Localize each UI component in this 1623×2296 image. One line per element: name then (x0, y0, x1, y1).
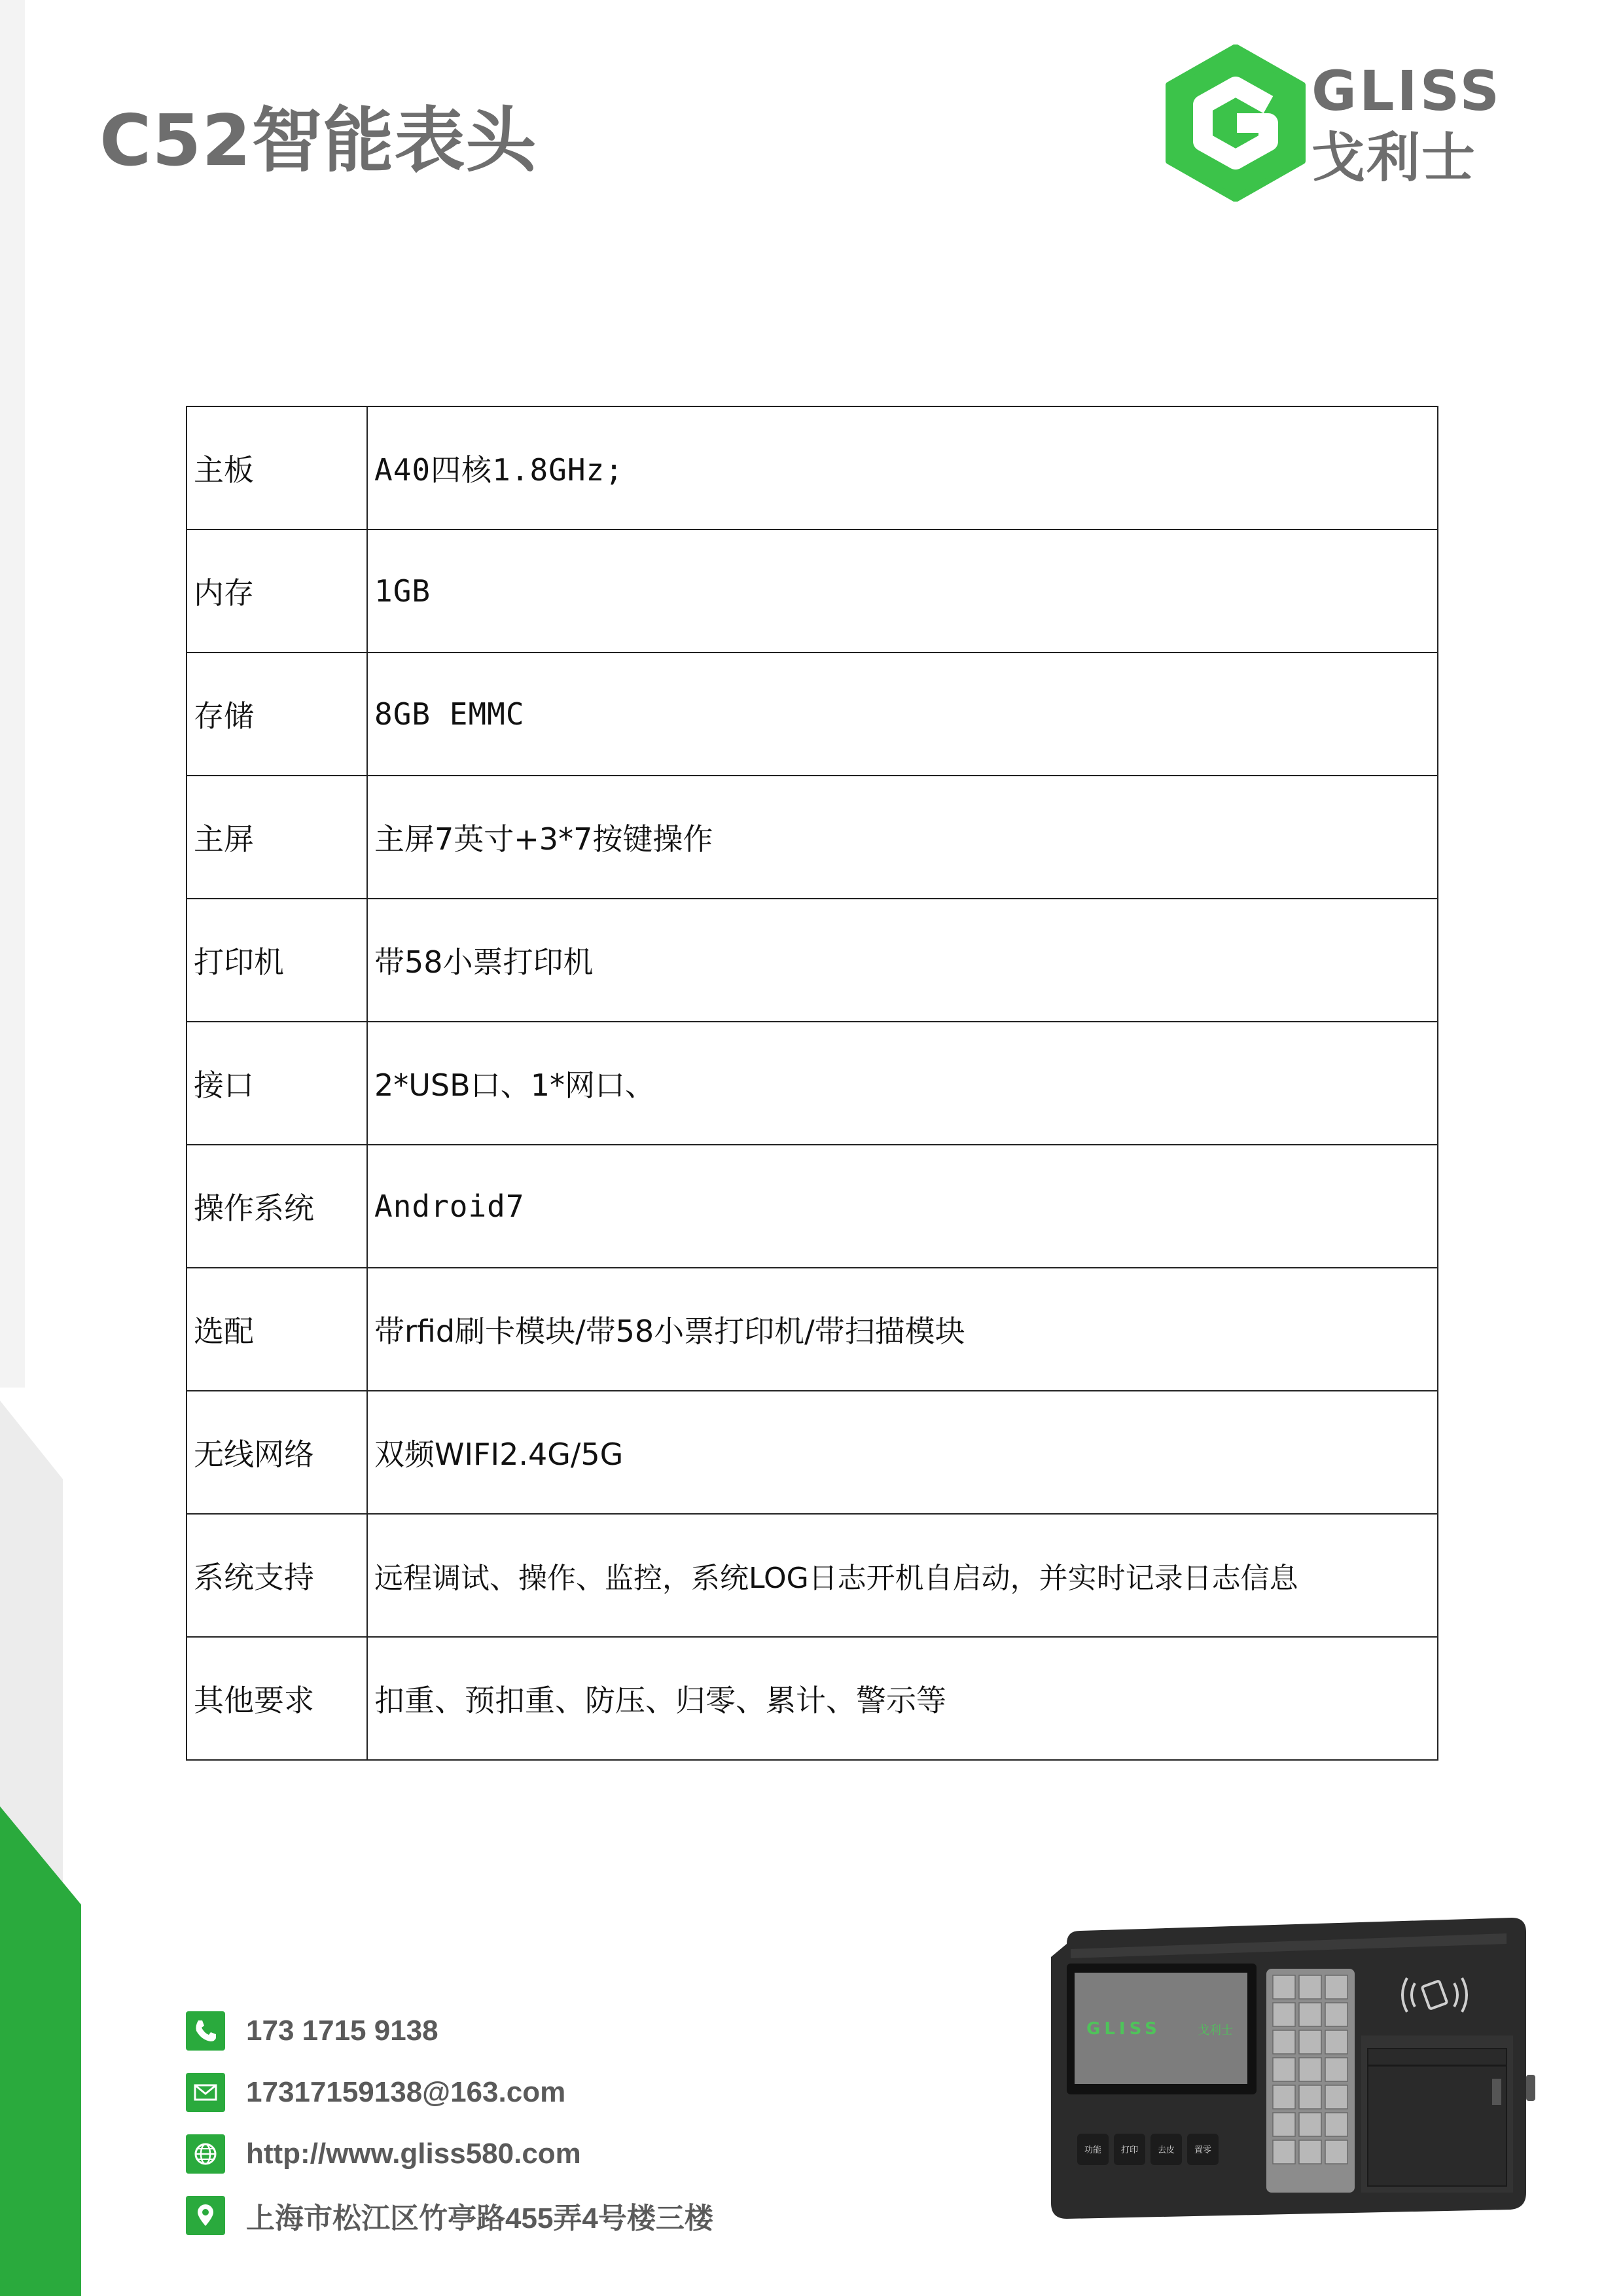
spec-key: 接口 (187, 1022, 367, 1145)
logo-text-en: GLISS (1311, 59, 1502, 123)
location-pin-icon (186, 2196, 225, 2235)
contact-website (186, 2123, 840, 2185)
spec-value: A40四核1.8GHz; (367, 406, 1438, 529)
device-button-function: 功能 (1084, 2145, 1102, 2155)
spec-value: 带rfid刷卡模块/带58小票打印机/带扫描模块 (367, 1268, 1438, 1391)
table-row (187, 1514, 1438, 1637)
spec-key: 打印机 (187, 899, 367, 1022)
address-text: 上海市松江区竹亭路455弄4号楼三楼 (246, 2202, 713, 2234)
globe-icon (186, 2134, 225, 2174)
spec-key: 主板 (187, 406, 367, 529)
spec-key: 操作系统 (187, 1145, 367, 1268)
contact-address (186, 2185, 840, 2246)
table-row (187, 776, 1438, 899)
table-row (187, 1268, 1438, 1391)
contact-list (186, 2000, 840, 2246)
spec-value: 8GB EMMC (367, 653, 1438, 776)
email-icon (186, 2073, 225, 2112)
spec-value: 2*USB口、1*网口、 (367, 1022, 1438, 1145)
email-address[interactable]: 17317159138@163.com (246, 2076, 566, 2108)
table-row (187, 1637, 1438, 1760)
device-button-print: 打印 (1120, 2145, 1139, 2155)
table-row (187, 1145, 1438, 1268)
spec-key: 无线网络 (187, 1391, 367, 1514)
phone-icon (186, 2011, 225, 2051)
page-title: C52智能表头 (99, 100, 537, 182)
device-button-zero: 置零 (1194, 2145, 1212, 2155)
device-screen-logo: GLISS (1086, 2019, 1161, 2039)
spec-value: 双频WIFI2.4G/5G (367, 1391, 1438, 1514)
phone-number[interactable]: 173 1715 9138 (246, 2015, 438, 2047)
spec-key: 主屏 (187, 776, 367, 899)
spec-key: 系统支持 (187, 1514, 367, 1637)
contact-phone (186, 2000, 840, 2062)
spec-key: 存储 (187, 653, 367, 776)
left-decoration (0, 0, 92, 2296)
brand-logo (1157, 45, 1502, 202)
website-link[interactable]: http://www.gliss580.com (246, 2138, 581, 2170)
spec-value: 远程调试、操作、监控，系统LOG日志开机自启动，并实时记录日志信息 (367, 1514, 1438, 1637)
table-row (187, 1022, 1438, 1145)
spec-key: 其他要求 (187, 1637, 367, 1760)
spec-table (186, 406, 1438, 1761)
table-row (187, 1391, 1438, 1514)
logo-hexagon-icon (1157, 45, 1314, 202)
spec-value: Android7 (367, 1145, 1438, 1268)
device-illustration (1041, 1918, 1538, 2225)
spec-value: 带58小票打印机 (367, 899, 1438, 1022)
device-screen-logo-cn: 戈利士 (1198, 2024, 1233, 2037)
contact-email (186, 2062, 840, 2123)
spec-value: 扣重、预扣重、防压、归零、累计、警示等 (367, 1637, 1438, 1760)
table-row (187, 899, 1438, 1022)
device-button-tare: 去皮 (1157, 2145, 1175, 2155)
logo-text-cn: 戈利士 (1311, 127, 1477, 189)
table-row (187, 529, 1438, 653)
spec-value: 主屏7英寸+3*7按键操作 (367, 776, 1438, 899)
table-row (187, 406, 1438, 529)
spec-value: 1GB (367, 529, 1438, 653)
spec-key: 选配 (187, 1268, 367, 1391)
table-row (187, 653, 1438, 776)
spec-key: 内存 (187, 529, 367, 653)
